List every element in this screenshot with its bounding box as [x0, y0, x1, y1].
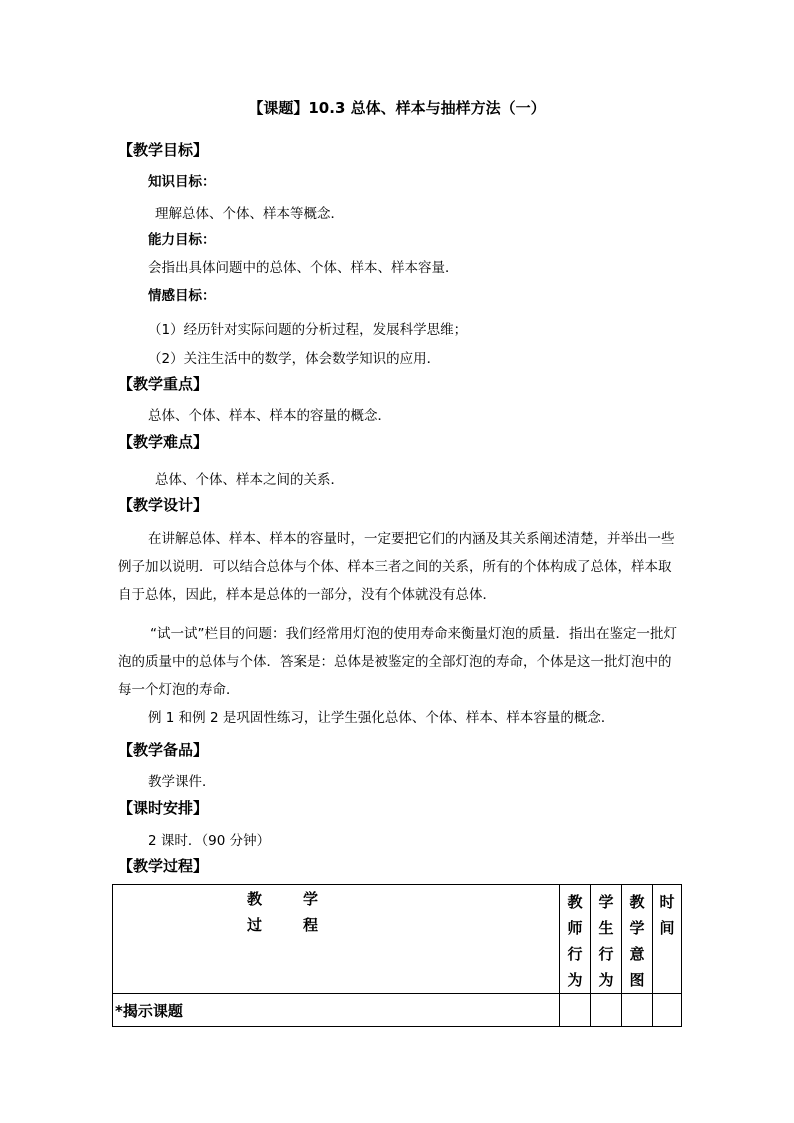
key-points-text: 总体、个体、样本、样本的容量的概念． — [148, 408, 391, 424]
header-char: 学 — [303, 890, 319, 908]
table-cell — [622, 994, 653, 1027]
table-header-main — [113, 885, 560, 994]
header-char: 程 — [303, 916, 319, 934]
header-char: 过 — [247, 916, 263, 934]
page-title: 【课题】10.3 总体、样本与抽样方法（一） — [248, 99, 546, 117]
schedule-text: 2 课时．（90 分钟） — [148, 833, 271, 849]
table-header-student-action: 学生行为 — [591, 885, 622, 994]
section-heading-objectives: 【教学目标】 — [118, 141, 209, 159]
table-header-teacher-action: 教师行为 — [560, 885, 591, 994]
section-heading-design: 【教学设计】 — [118, 496, 209, 514]
table-header-time: 时间 — [653, 885, 682, 994]
section-heading-difficulties: 【教学难点】 — [118, 433, 209, 451]
design-paragraph: 在讲解总体、样本、样本的容量时，一定要把它们的内涵及其关系阐述清楚，并举出一些例子加以说明．可以结合总体与个体、样本三者之间的关系，所有的个体构成了总体，样本取自于总体，因此，样本是总体的一部分，没有个体就没有总体． — [118, 531, 675, 603]
table-row-reveal-topic: *揭示课题 — [113, 994, 560, 1027]
section-heading-key-points: 【教学重点】 — [118, 375, 209, 393]
section-heading-schedule: 【课时安排】 — [118, 799, 209, 817]
emotion-label: 情感目标： — [148, 288, 216, 304]
table-cell — [653, 994, 682, 1027]
knowledge-text: 理解总体、个体、样本等概念． — [155, 206, 344, 222]
section-heading-process: 【教学过程】 — [118, 857, 209, 875]
knowledge-label: 知识目标： — [148, 174, 216, 190]
emotion-item: （1）经历针对实际问题的分析过程，发展科学思维； — [148, 322, 468, 338]
ability-text: 会指出具体问题中的总体、个体、样本、样本容量． — [148, 260, 459, 276]
difficulties-text: 总体、个体、样本之间的关系． — [155, 472, 344, 488]
header-char: 教 — [247, 890, 263, 908]
table-cell — [560, 994, 591, 1027]
table-cell — [591, 994, 622, 1027]
materials-text: 教学课件． — [148, 774, 216, 790]
ability-label: 能力目标： — [148, 232, 216, 248]
table-header-teaching-intent: 教学意图 — [622, 885, 653, 994]
section-heading-materials: 【教学备品】 — [118, 741, 209, 759]
design-paragraph: “试一试”栏目的问题：我们经常用灯泡的使用寿命来衡量灯泡的质量．指出在鉴定一批灯泡的质量中的总体与个体．答案是：总体是被鉴定的全部灯泡的寿命，个体是这一批灯泡中的每一个灯泡的寿命． — [118, 626, 677, 698]
emotion-item: （2）关注生活中的数学，体会数学知识的应用． — [148, 351, 441, 367]
teaching-process-table — [112, 884, 682, 1027]
design-paragraph: 例 1 和例 2 是巩固性练习，让学生强化总体、个体、样本、样本容量的概念． — [148, 710, 615, 726]
